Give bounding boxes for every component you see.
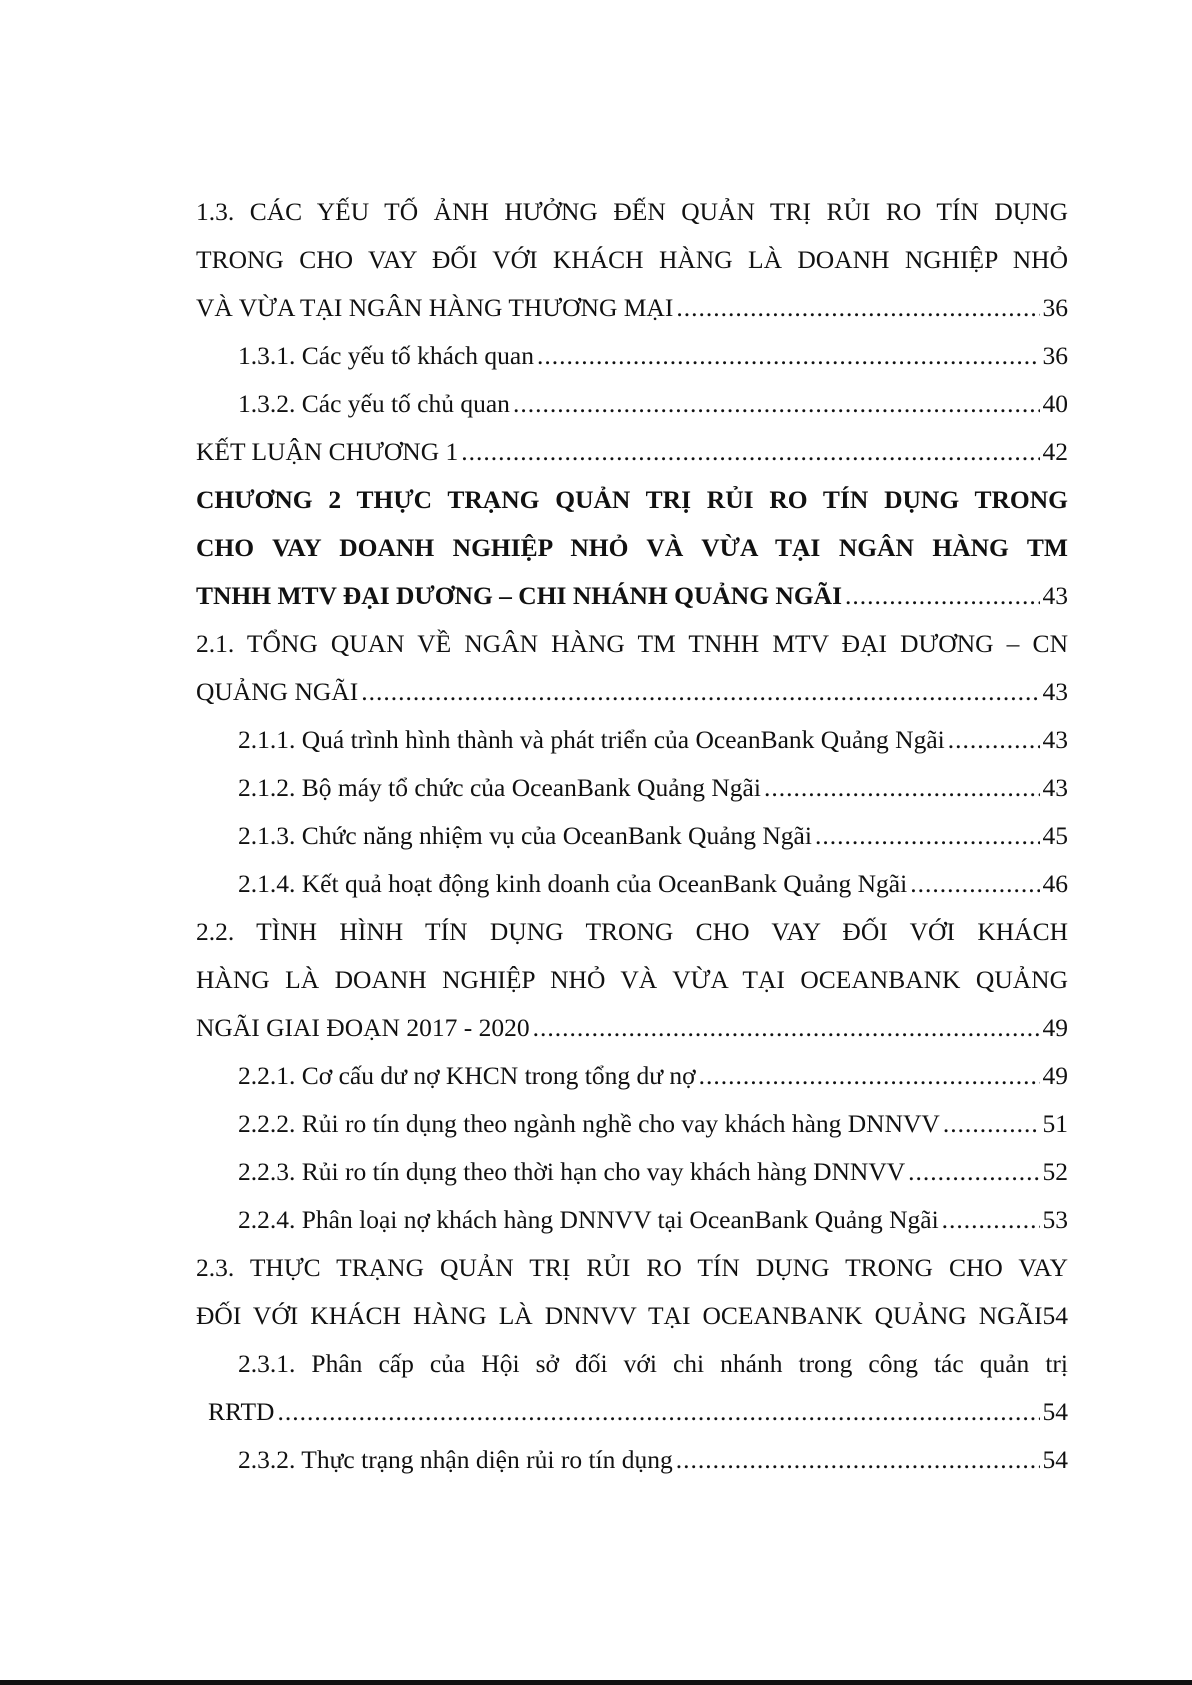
page-number: 51 — [1042, 1109, 1068, 1138]
page-number: 49 — [1042, 1013, 1068, 1042]
toc-entry-title: 1.3.1. Các yếu tố khách quan — [238, 341, 535, 370]
toc-entry-title: 2.2.2. Rủi ro tín dụng theo ngành nghề cho vay khách hàng DNNVV — [238, 1109, 940, 1138]
toc-entry-2-3[interactable] — [196, 1244, 1068, 1340]
page-number: 42 — [1042, 437, 1068, 466]
dot-leader — [513, 380, 1040, 428]
toc-entry-title: 2.1.4. Kết quả hoạt động kinh doanh của OceanBank Quảng Ngãi — [238, 869, 908, 898]
dot-leader — [277, 1388, 1039, 1436]
toc-line: NGÃI GIAI ĐOẠN 2017 - 2020 — [196, 1013, 530, 1042]
page-number: 43 — [1042, 773, 1068, 802]
toc-entry-title: 2.2.4. Phân loại nợ khách hàng DNNVV tại OceanBank Quảng Ngãi — [238, 1205, 939, 1234]
toc-entry-title: 2.2.1. Cơ cấu dư nợ KHCN trong tổng dư nợ — [238, 1061, 696, 1090]
page-number: 36 — [1042, 293, 1068, 322]
toc-entry-2-1-2[interactable] — [196, 764, 1068, 812]
dot-leader — [815, 812, 1040, 860]
page-number: 40 — [1042, 389, 1068, 418]
dot-leader — [845, 572, 1039, 620]
dot-leader — [537, 332, 1039, 380]
toc-entry-2-1-4[interactable] — [196, 860, 1068, 908]
toc-line: 2.3.1. Phân cấp của Hội sở đối với chi nhánh trong công tác quản trị — [238, 1349, 1068, 1378]
toc-entry-ket-luan-1[interactable] — [196, 428, 1068, 476]
dot-leader — [942, 1196, 1040, 1244]
dot-leader — [461, 428, 1039, 476]
toc-entry-2-2-4[interactable] — [196, 1196, 1068, 1244]
page-number: 43 — [1042, 581, 1068, 610]
page-number: 49 — [1042, 1061, 1068, 1090]
toc-line: 1.3. CÁC YẾU TỐ ẢNH HƯỞNG ĐẾN QUẢN TRỊ RỦI RO TÍN DỤNG — [196, 197, 1068, 226]
dot-leader — [764, 764, 1040, 812]
toc-line: RRTD — [208, 1397, 275, 1426]
toc-entry-2-2[interactable] — [196, 908, 1068, 1052]
toc-entry-2-2-1[interactable] — [196, 1052, 1068, 1100]
dot-leader — [943, 1100, 1040, 1148]
toc-entry-title: 2.1.3. Chức năng nhiệm vụ của OceanBank Quảng Ngãi — [238, 821, 812, 850]
page-bottom-edge — [0, 1680, 1192, 1685]
toc-line: TRONG CHO VAY ĐỐI VỚI KHÁCH HÀNG LÀ DOANH NGHIỆP NHỎ — [196, 245, 1068, 274]
page-number: 54 — [1042, 1397, 1068, 1426]
dot-leader — [908, 1148, 1039, 1196]
toc-entry-title: 2.1.2. Bộ máy tổ chức của OceanBank Quảng Ngãi — [238, 773, 761, 802]
toc-line: 2.2. TÌNH HÌNH TÍN DỤNG TRONG CHO VAY ĐỐI VỚI KHÁCH — [196, 917, 1068, 946]
page-number: 43 — [1042, 725, 1068, 754]
toc-entry-title: 1.3.2. Các yếu tố chủ quan — [238, 389, 510, 418]
toc-entry-title: 2.2.3. Rủi ro tín dụng theo thời hạn cho vay khách hàng DNNVV — [238, 1157, 906, 1186]
toc-entry-2-2-3[interactable] — [196, 1148, 1068, 1196]
dot-leader — [948, 716, 1040, 764]
page-number: 52 — [1042, 1157, 1068, 1186]
toc-line: TNHH MTV ĐẠI DƯƠNG – CHI NHÁNH QUẢNG NGÃI — [196, 581, 843, 610]
page-number: 36 — [1042, 341, 1068, 370]
toc-line: ĐỐI VỚI KHÁCH HÀNG LÀ DNNVV TẠI OCEANBANK QUẢNG NGÃI54 — [196, 1301, 1068, 1330]
dot-leader — [676, 1436, 1040, 1484]
toc-entry-title: 2.3.2. Thực trạng nhận diện rủi ro tín dụng — [238, 1445, 673, 1474]
toc-line: CHO VAY DOANH NGHIỆP NHỎ VÀ VỪA TẠI NGÂN HÀNG TM — [196, 533, 1068, 562]
toc-line: 2.1. TỔNG QUAN VỀ NGÂN HÀNG TM TNHH MTV ĐẠI DƯƠNG – CN — [196, 629, 1068, 658]
toc-line: 2.3. THỰC TRẠNG QUẢN TRỊ RỦI RO TÍN DỤNG TRONG CHO VAY — [196, 1253, 1068, 1282]
toc-line: VÀ VỪA TẠI NGÂN HÀNG THƯƠNG MẠI — [196, 293, 674, 322]
page-number: 43 — [1042, 677, 1068, 706]
toc-entry-1-3[interactable] — [196, 188, 1068, 332]
toc-entry-2-1[interactable] — [196, 620, 1068, 716]
toc-line: QUẢNG NGÃI — [196, 677, 359, 706]
toc-entry-1-3-1[interactable] — [196, 332, 1068, 380]
page-number: 45 — [1042, 821, 1068, 850]
toc-entry-2-2-2[interactable] — [196, 1100, 1068, 1148]
dot-leader — [361, 668, 1039, 716]
toc-entry-2-1-3[interactable] — [196, 812, 1068, 860]
dot-leader — [699, 1052, 1040, 1100]
toc-entry-1-3-2[interactable] — [196, 380, 1068, 428]
toc-entry-2-1-1[interactable] — [196, 716, 1068, 764]
toc-line: CHƯƠNG 2 THỰC TRẠNG QUẢN TRỊ RỦI RO TÍN DỤNG TRONG — [196, 485, 1068, 514]
toc-entry-title: 2.1.1. Quá trình hình thành và phát triển của OceanBank Quảng Ngãi — [238, 725, 945, 754]
dot-leader — [910, 860, 1039, 908]
page-number: 46 — [1042, 869, 1068, 898]
dot-leader — [676, 284, 1039, 332]
table-of-contents — [196, 188, 1068, 1484]
dot-leader — [533, 1004, 1040, 1052]
toc-entry-title: KẾT LUẬN CHƯƠNG 1 — [196, 437, 459, 466]
page-number: 53 — [1042, 1205, 1068, 1234]
toc-entry-2-3-2[interactable] — [196, 1436, 1068, 1484]
toc-entry-chuong-2[interactable] — [196, 476, 1068, 620]
page-number: 54 — [1042, 1445, 1068, 1474]
toc-entry-2-3-1[interactable] — [196, 1340, 1068, 1436]
toc-line: HÀNG LÀ DOANH NGHIỆP NHỎ VÀ VỪA TẠI OCEANBANK QUẢNG — [196, 965, 1068, 994]
